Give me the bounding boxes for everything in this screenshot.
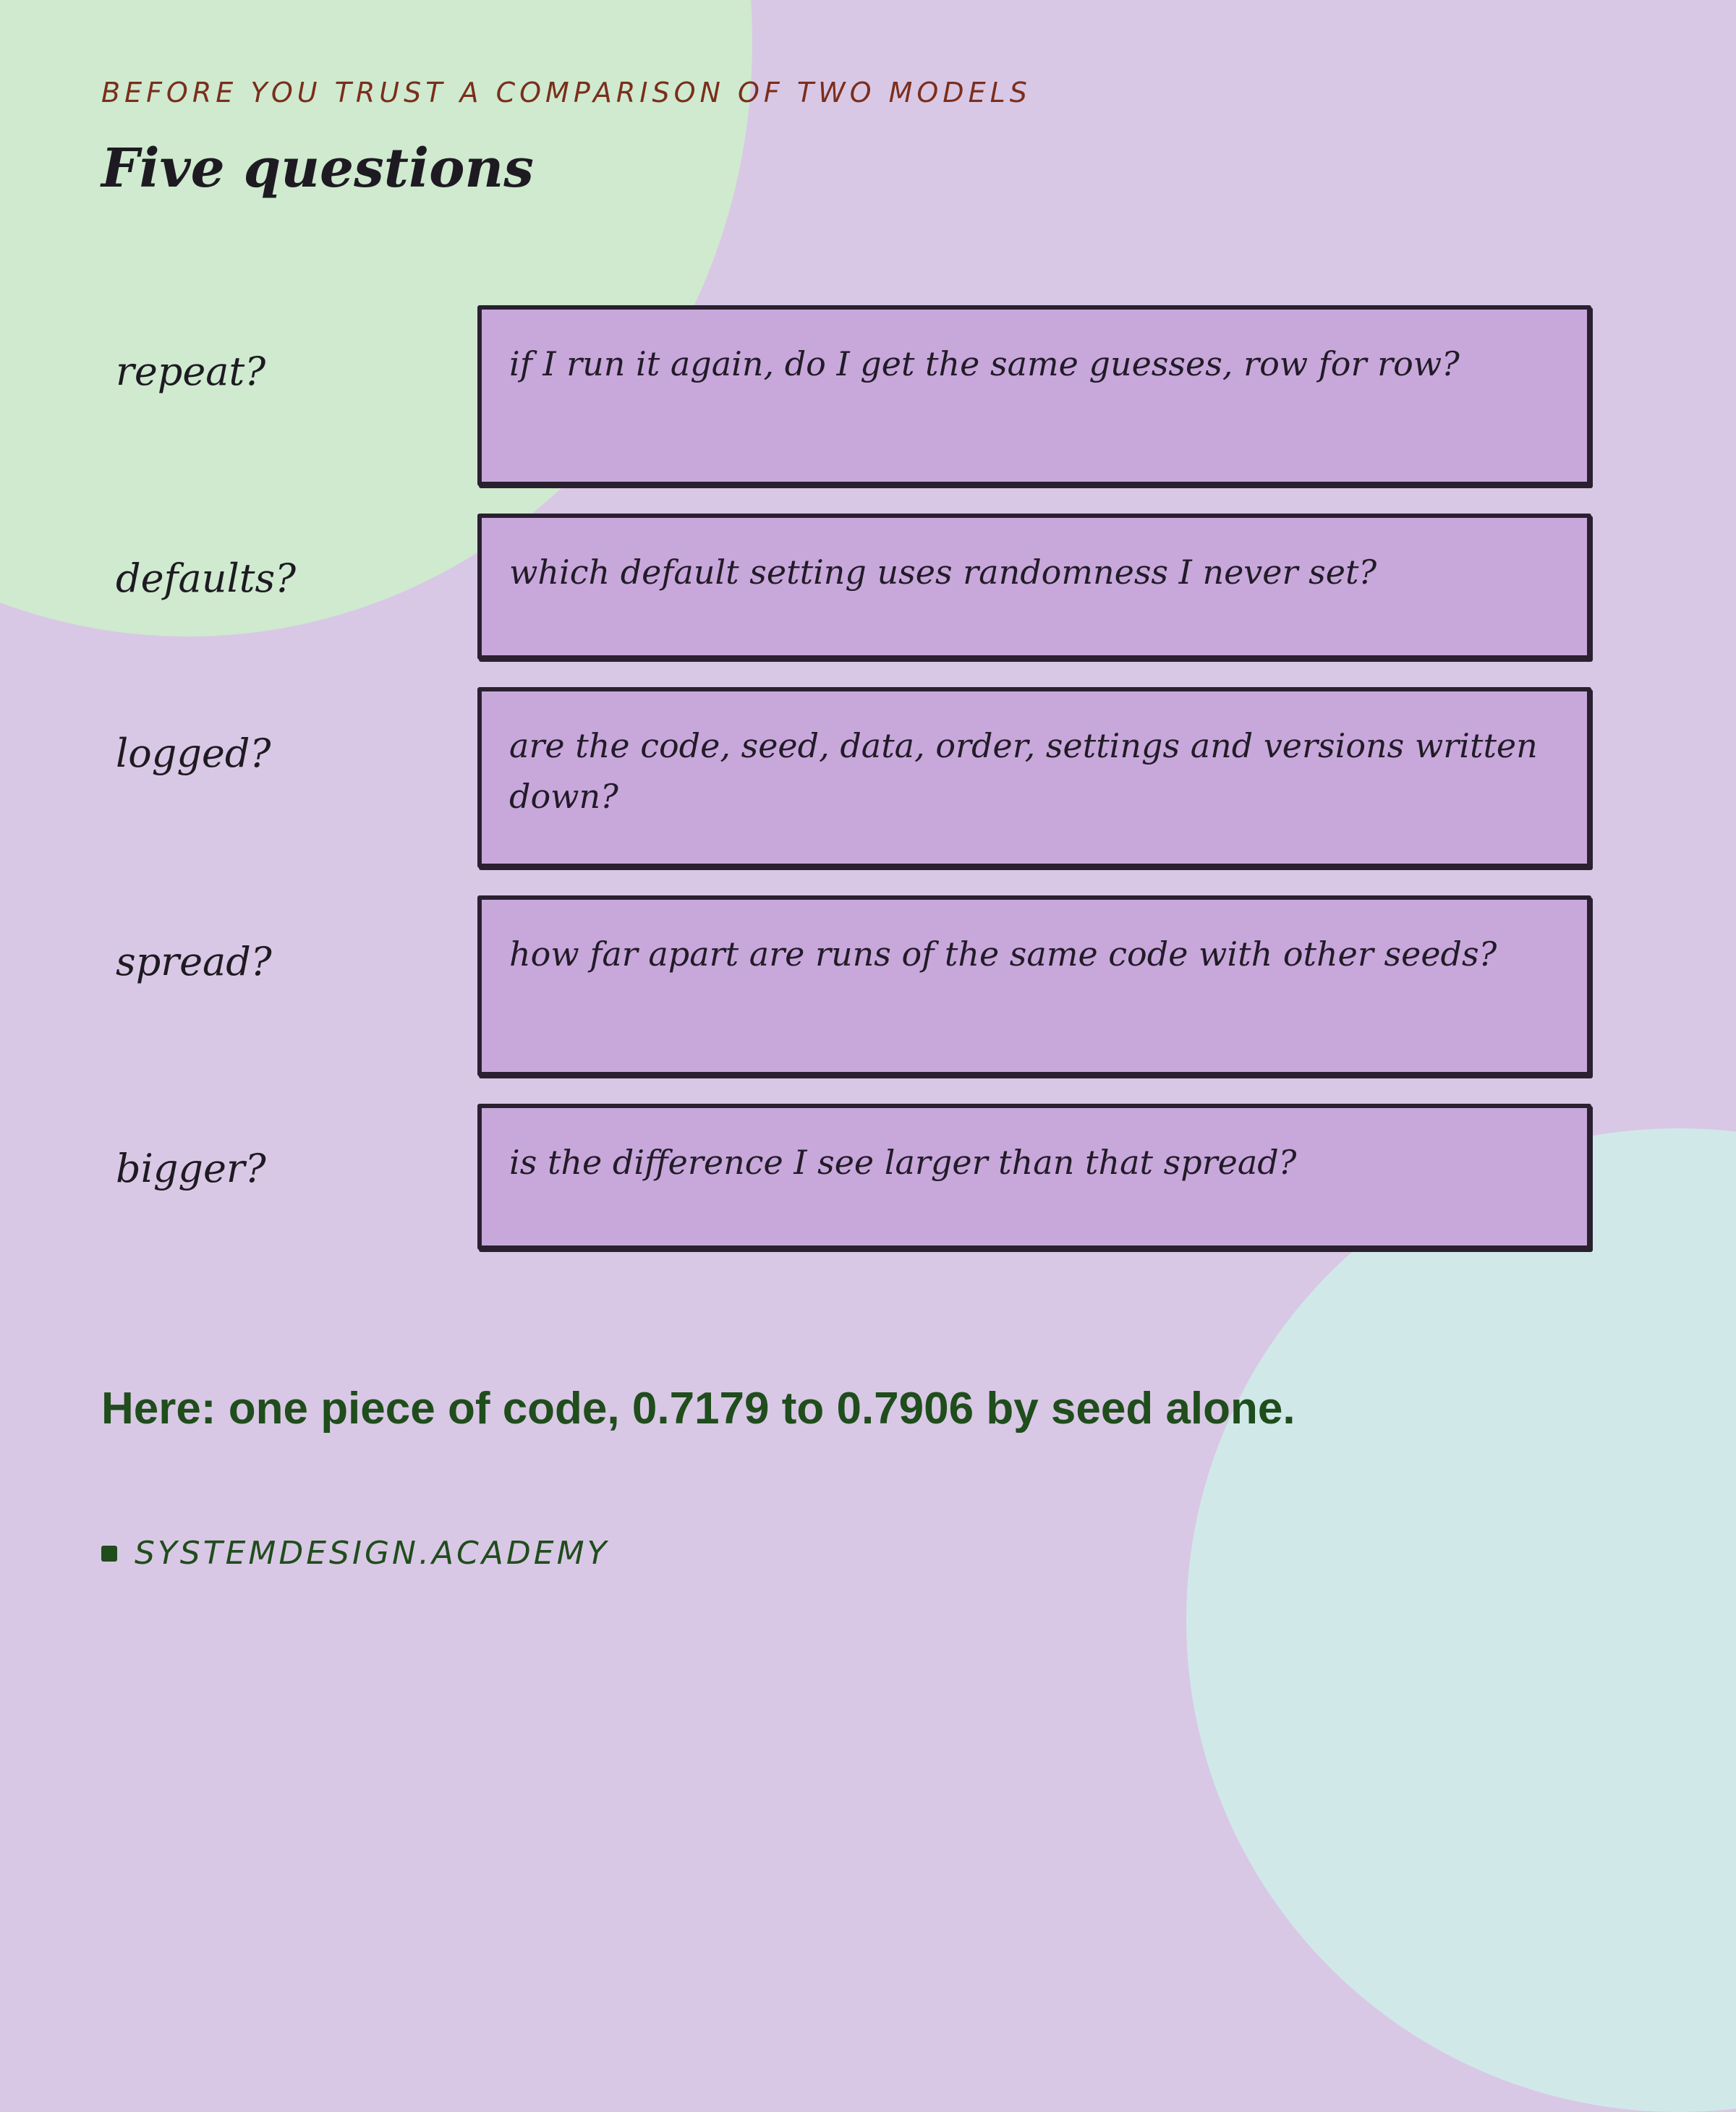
question-box-spread: how far apart are runs of the same code with other seeds? bbox=[477, 895, 1591, 1076]
footer-brand: SYSTEMDESIGN.ACADEMY bbox=[135, 1535, 610, 1572]
footer bbox=[101, 1535, 609, 1572]
question-box-repeat: if I run it again, do I get the same guesses, row for row? bbox=[477, 305, 1591, 486]
question-label-repeat: repeat? bbox=[116, 349, 266, 394]
question-label-spread: spread? bbox=[116, 939, 272, 984]
page-title: Five questions bbox=[101, 137, 534, 200]
square-bullet-icon bbox=[101, 1546, 117, 1562]
question-box-defaults: which default setting uses randomness I never set? bbox=[477, 514, 1591, 660]
question-label-logged: logged? bbox=[116, 731, 271, 776]
takeaway-text: Here: one piece of code, 0.7179 to 0.7906 by seed alone. bbox=[101, 1384, 1295, 1434]
question-box-logged: are the code, seed, data, order, settings and versions written down? bbox=[477, 687, 1591, 868]
question-label-bigger: bigger? bbox=[116, 1146, 266, 1191]
question-label-defaults: defaults? bbox=[116, 555, 297, 601]
kicker-text: BEFORE YOU TRUST A COMPARISON OF TWO MODELS bbox=[101, 77, 1031, 108]
question-box-bigger: is the difference I see larger than that spread? bbox=[477, 1104, 1591, 1250]
